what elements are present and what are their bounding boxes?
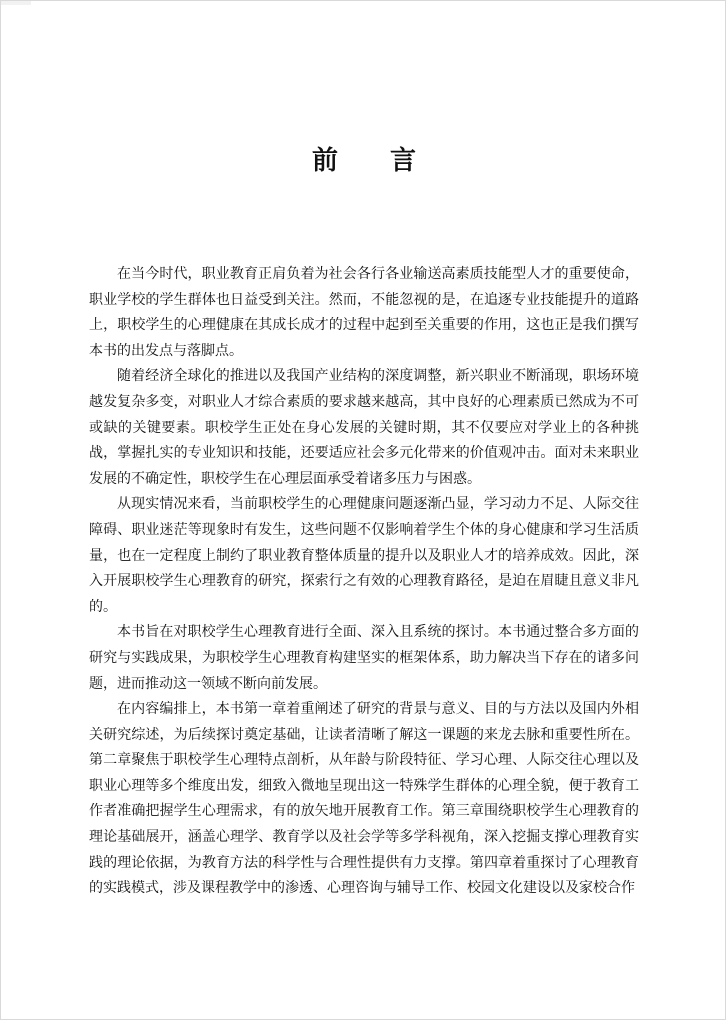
paragraph-1: 在当今时代，职业教育正肩负着为社会各行各业输送高素质技能型人才的重要使命，职业学校的学生群体也日益受到关注。然而，不能忽视的是，在追逐专业技能提升的道路上，职校学生的心理健康在其成长成才的过程中起到至关重要的作用，这也正是我们撰写本书的出发点与落脚点。	[89, 266, 639, 359]
page-title	[1, 141, 726, 181]
page-corner-mark	[1, 1, 31, 5]
title-char-2: 言	[390, 146, 417, 176]
body-text	[89, 262, 639, 902]
paragraph-5: 在内容编排上，本书第一章着重阐述了研究的背景与意义、目的与方法以及国内外相关研究综述，为后续探讨奠定基础，让读者清晰了解这一课题的来龙去脉和重要性所在。第二章聚焦于职校学生心理特点剖析，从年龄与阶段特征、学习心理、人际交往心理以及职业心理等多个维度出发，细致入微地呈现出这一特殊学生群体的心理全貌，便于教育工作者准确把握学生心理需求，有的放矢地开展教育工作。第三章围绕职校学生心理教育的理论基础展开，涵盖心理学、教育学以及社会学等多学科视角，深入挖掘支撑心理教育实践的理论依据，为教育方法的科学性与合理性提供有力支撑。第四章着重探讨了心理教育的实践模式，涉及课程教学中的渗透、心理咨询与辅导工作、校园文化建设以及家校合作	[89, 701, 639, 897]
paragraph-2: 随着经济全球化的推进以及我国产业结构的深度调整，新兴职业不断涌现，职场环境越发复杂多变，对职业人才综合素质的要求越来越高，其中良好的心理素质已然成为不可或缺的关键要素。职校学生正处在身心发展的关键时期，其不仅要应对学业上的各种挑战，掌握扎实的专业知识和技能，还要适应社会多元化带来的价值观冲击。面对未来职业发展的不确定性，职校学生在心理层面承受着诸多压力与困惑。	[89, 368, 639, 487]
paragraph-4: 本书旨在对职校学生心理教育进行全面、深入且系统的探讨。本书通过整合多方面的研究与实践成果，为职校学生心理教育构建坚实的框架体系，助力解决当下存在的诸多问题，进而推动这一领域不断向前发展。	[89, 624, 639, 692]
paragraph-3: 从现实情况来看，当前职校学生的心理健康问题逐渐凸显，学习动力不足、人际交往障碍、职业迷茫等现象时有发生，这些问题不仅影响着学生个体的身心健康和学习生活质量，也在一定程度上制约了职业教育整体质量的提升以及职业人才的培养成效。因此，深入开展职校学生心理教育的研究，探索行之有效的心理教育路径，是迫在眉睫且意义非凡的。	[89, 496, 639, 615]
title-char-1: 前	[311, 146, 338, 176]
